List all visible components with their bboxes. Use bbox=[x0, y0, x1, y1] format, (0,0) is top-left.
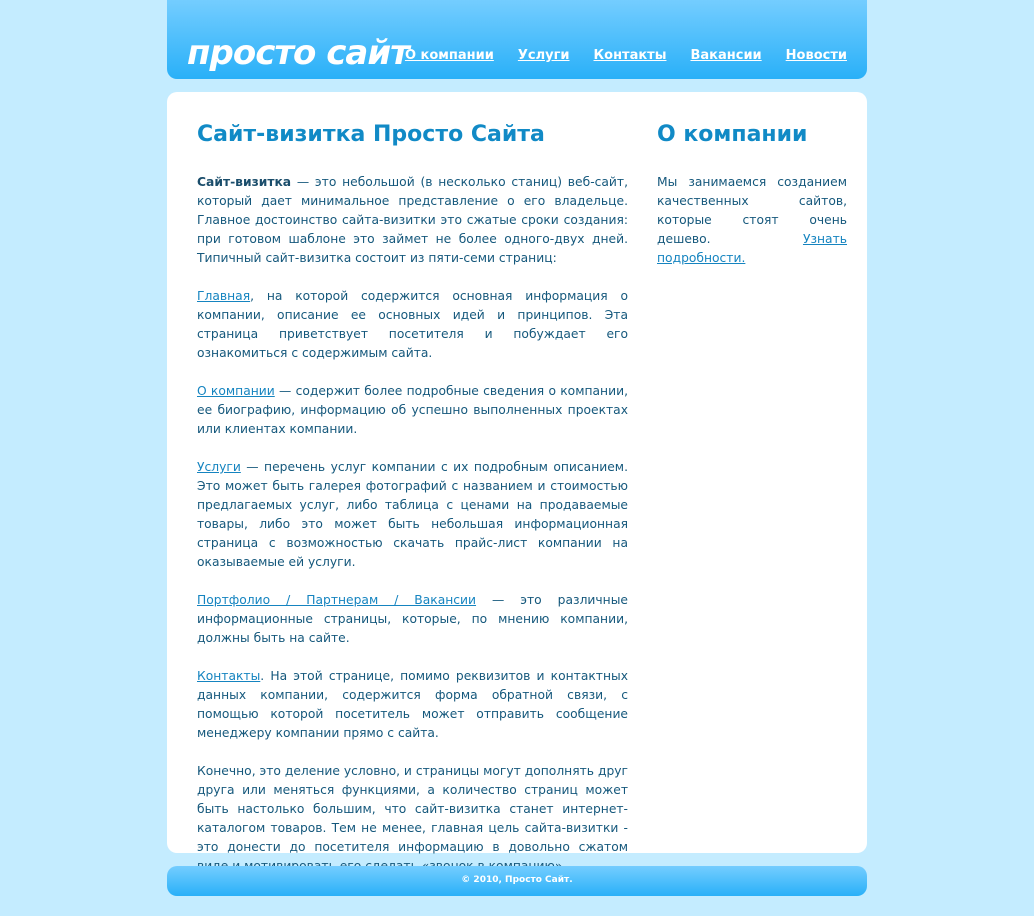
section-text: , на которой содержится основная информация о компании, описание ее основных идей и принципов. Эта страница приветствует посетителя и побуждает его ознакомиться с содержимым сайта. bbox=[197, 289, 628, 360]
section-text: — перечень услуг компании с их подробным описанием. Это может быть галерея фотографий с названием и стоимостью предлагаемых услуг, либо таблица с ценами на продаваемые товары, либо это может быть небольшая информационная страница с возможностью скачать прайс-лист компании на оказываемые ей услуги. bbox=[197, 460, 628, 569]
nav-vacancies[interactable]: Вакансии bbox=[690, 48, 762, 63]
link-services[interactable]: Услуги bbox=[197, 460, 241, 474]
section-home bbox=[197, 287, 628, 363]
header bbox=[167, 0, 867, 79]
page-title: Сайт-визитка Просто Сайта bbox=[197, 122, 545, 147]
section-contacts bbox=[197, 667, 628, 743]
content-panel bbox=[167, 92, 867, 853]
sidebar-text bbox=[657, 173, 847, 268]
intro-text: — это небольшой (в несколько станиц) веб-сайт, который дает минимальное представление о его владельце. Главное достоинство сайта-визитки это сжатые сроки создания: при готовом шаблоне это займет не более одного-двух дней. Типичный сайт-визитка состоит из пяти-семи страниц: bbox=[197, 175, 628, 265]
sidebar-description: Мы занимаемся созданием качественных сайтов, которые стоят очень дешево. bbox=[657, 175, 847, 246]
nav-news[interactable]: Новости bbox=[785, 48, 847, 63]
intro-bold: Сайт-визитка bbox=[197, 175, 292, 189]
intro-paragraph bbox=[197, 173, 628, 268]
sidebar bbox=[657, 120, 847, 268]
link-home[interactable]: Главная bbox=[197, 289, 251, 303]
nav-about[interactable]: О компании bbox=[404, 48, 494, 63]
link-portfolio[interactable]: Портфолио / Партнерам / Вакансии bbox=[197, 593, 477, 607]
main-nav bbox=[405, 47, 847, 65]
footer bbox=[167, 866, 867, 896]
main-column bbox=[197, 120, 628, 876]
learn-more-link[interactable]: Узнать подробности. bbox=[657, 232, 847, 265]
section-about bbox=[197, 382, 628, 439]
nav-contacts[interactable]: Контакты bbox=[593, 48, 667, 63]
section-text: . На этой странице, помимо реквизитов и контактных данных компании, содержится форма обратной связи, с помощью которой посетитель может отправить сообщение менеджеру компании прямо с сайта. bbox=[197, 669, 628, 740]
nav-services[interactable]: Услуги bbox=[517, 48, 570, 63]
copyright-text: © 2010, Просто Сайт. bbox=[461, 875, 573, 885]
section-text: — содержит более подробные сведения о компании, ее биографию, информацию об успешно выполненных проектах или клиентах компании. bbox=[197, 384, 628, 436]
conclusion-paragraph: Конечно, это деление условно, и страницы могут дополнять друг друга или меняться функциями, а количество страниц может быть настолько большим, что сайт-визитка станет интернет-каталогом товаров. Тем не менее, главная цель сайта-визитки - это донести до посетителя информацию в довольно сжатом bbox=[197, 764, 628, 854]
link-contacts[interactable]: Контакты bbox=[197, 669, 261, 683]
section-services bbox=[197, 458, 628, 572]
sidebar-title: О компании bbox=[657, 122, 808, 147]
section-text: — это различные информационные страницы, которые, по мнению компании, должны быть на сайте. bbox=[197, 593, 628, 645]
link-about[interactable]: О компании bbox=[197, 384, 275, 398]
section-portfolio bbox=[197, 591, 628, 648]
site-logo[interactable]: просто сайт bbox=[187, 33, 409, 73]
